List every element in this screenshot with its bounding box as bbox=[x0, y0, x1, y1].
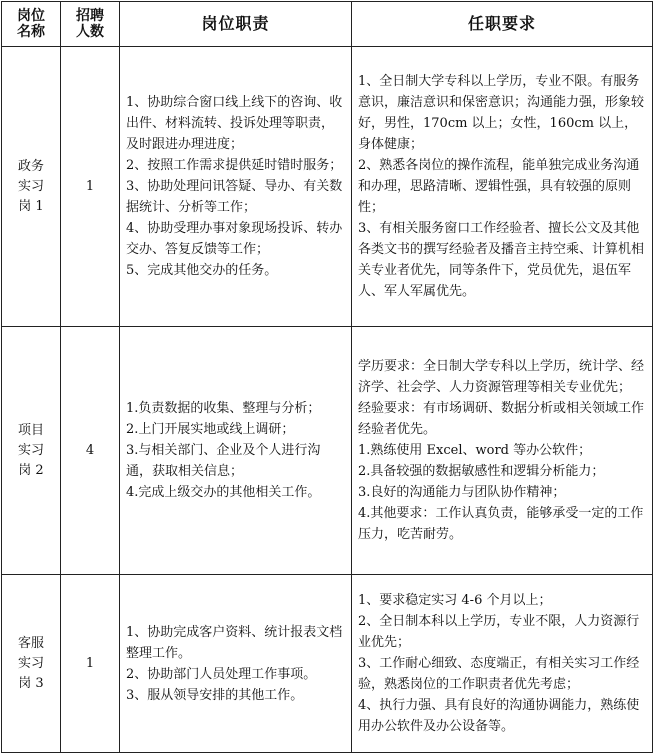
duty-item: 3、协助处理问讯答疑、导办、有关数据统计、分析等工作； bbox=[126, 179, 343, 215]
requirements-cell bbox=[352, 47, 653, 327]
duties-cell bbox=[120, 327, 352, 575]
position-name-cell: 项目 实习 岗 2 bbox=[2, 327, 61, 575]
duty-item: 3、服从领导安排的其他工作。 bbox=[126, 687, 304, 703]
requirement-item: 2、熟悉各岗位的操作流程，能单独完成业务沟通和办理，思路清晰、逻辑性强，具有较强的原则性； bbox=[358, 158, 640, 215]
header-headcount: 招聘 人数 bbox=[61, 2, 120, 47]
duty-item: 4、协助受理办事对象现场投诉、转办交办、答复反馈等工作； bbox=[126, 221, 343, 257]
header-position-name: 岗位 名称 bbox=[2, 2, 61, 47]
duty-item: 1.负责数据的收集、整理与分析； bbox=[126, 401, 321, 416]
requirement-item: 4.其他要求：工作认真负责，能够承受一定的工作压力，吃苦耐劳。 bbox=[358, 506, 644, 542]
position-name-cell: 政务 实习 岗 1 bbox=[2, 47, 61, 327]
duties-cell bbox=[120, 575, 352, 753]
duty-item: 1、协助完成客户资料、统计报表文档整理工作。 bbox=[126, 624, 343, 661]
requirement-item: 1.熟练使用 Excel、word 等办公软件； bbox=[358, 443, 592, 458]
job-table bbox=[1, 1, 653, 753]
requirement-item: 4、执行力强、具有良好的沟通协调能力，熟练使用办公软件及办公设备等。 bbox=[358, 698, 640, 734]
duty-item: 3.与相关部门、企业及个人进行沟通，获取相关信息； bbox=[126, 443, 321, 479]
requirement-item: 学历要求：全日制大学专科以上学历，统计学、经济学、社会学、人力资源管理等相关专业优先； bbox=[358, 359, 645, 395]
headcount-cell: 1 bbox=[61, 47, 120, 327]
duty-item: 4.完成上级交办的其他相关工作。 bbox=[126, 485, 321, 500]
requirements-cell bbox=[352, 575, 653, 753]
requirement-item: 2、全日制本科以上学历，专业不限，人力资源行业优先； bbox=[358, 614, 640, 650]
duty-item: 2、按照工作需求提供延时错时服务； bbox=[126, 158, 343, 173]
headcount-cell: 1 bbox=[61, 575, 120, 753]
table-row bbox=[2, 47, 653, 327]
duty-item: 2、协助部门人员处理工作事项。 bbox=[126, 666, 317, 682]
requirement-item: 3、有相关服务窗口工作经验者、擅长公文及其他各类文书的撰写经验者及播音主持空乘、计算机相关专业者优先，同等条件下，党员优先，退伍军人、军人军属优先。 bbox=[358, 221, 645, 299]
header-row bbox=[2, 2, 653, 47]
headcount-cell: 4 bbox=[61, 327, 120, 575]
requirement-item: 经验要求：有市场调研、数据分析或相关领域工作经验者优先。 bbox=[358, 401, 645, 437]
duty-item: 1、协助综合窗口线上线下的咨询、收出件、材料流转、投诉处理等职责，及时跟进办理进度； bbox=[126, 95, 343, 152]
requirement-item: 1、全日制大学专科以上学历，专业不限。有服务意识，廉洁意识和保密意识；沟通能力强，形象较好，男性，170cm 以上；女性，160cm 以上，身体健康； bbox=[358, 74, 645, 152]
requirement-item: 1、要求稳定实习 4-6 个月以上； bbox=[358, 593, 552, 608]
requirements-cell bbox=[352, 327, 653, 575]
duty-item: 2.上门开展实地或线上调研； bbox=[126, 422, 295, 437]
requirement-item: 3.良好的沟通能力与团队协作精神； bbox=[358, 485, 566, 500]
header-duties: 岗位职责 bbox=[120, 2, 352, 47]
table-row bbox=[2, 327, 653, 575]
table-row bbox=[2, 575, 653, 753]
position-name-cell: 客服 实习 岗 3 bbox=[2, 575, 61, 753]
duties-cell bbox=[120, 47, 352, 327]
header-requirements: 任职要求 bbox=[352, 2, 653, 47]
requirement-item: 2.具备较强的数据敏感性和逻辑分析能力； bbox=[358, 464, 605, 479]
duty-item: 5、完成其他交办的任务。 bbox=[126, 263, 278, 278]
requirement-item: 3、工作耐心细致、态度端正，有相关实习工作经验，熟悉岗位的工作职责者优先考虑； bbox=[358, 656, 640, 692]
